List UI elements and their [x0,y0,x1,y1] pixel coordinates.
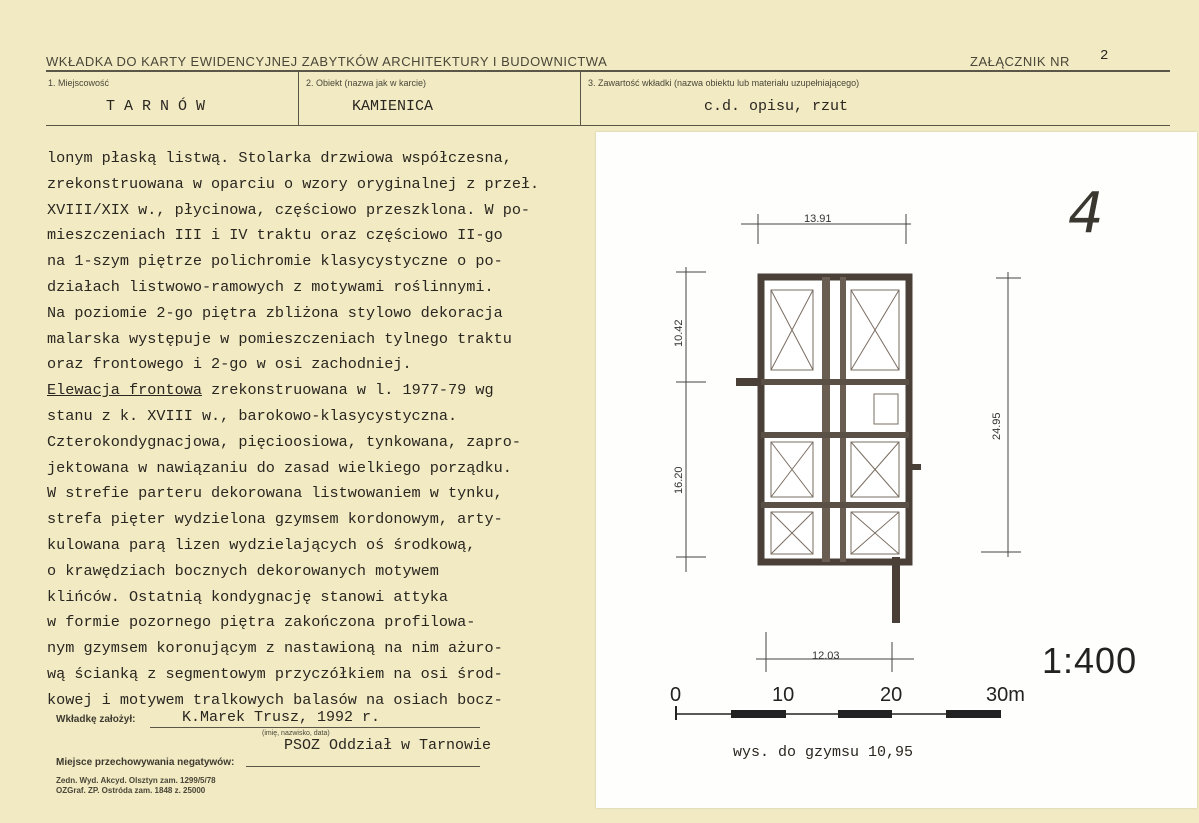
header-rule-top [46,70,1170,72]
attachment-label: ZAŁĄCZNIK NR [970,54,1070,69]
text-line: wą ścianką z segmentowym przyczółkiem na osi środ- [47,664,503,683]
text-line: W strefie parteru dekorowana listwowaniem w tynku, [47,484,503,503]
text-line: klińców. Ostatnią kondygnację stanowi attyka [47,587,449,606]
print-line-2: OZGraf. ZP. Ostróda zam. 1848 z. 25000 [56,786,206,795]
storage-underline [246,766,480,767]
scale-ratio: 1:400 [1042,640,1138,681]
place-value: T A R N Ó W [106,98,206,115]
object-label: 2. Obiekt (nazwa jak w karcie) [306,78,427,88]
text-line: jektowana w nawiązaniu do zasad wielkiego porządku. [47,458,512,477]
text-line: działach listwowo-ramowych z motywami roślinnymi. [47,277,494,296]
object-value: KAMIENICA [352,98,434,115]
field-divider-2 [580,72,581,125]
storage-value: PSOZ Oddział w Tarnowie [284,737,492,754]
card-title: WKŁADKA DO KARTY EWIDENCYJNEJ ZABYTKÓW ARCHITEKTURY I BUDOWNICTWA [46,54,608,69]
text-line: Czterokondygnacjowa, pięcioosiowa, tynkowana, zapro- [47,432,521,451]
dim-left-lines [676,267,706,572]
storage-label: Miejsce przechowywania negatywów: [56,757,235,768]
text-line: zrekonstruowana w oparciu o wzory oryginalnej z przeł. [47,174,540,193]
text-line: w formie pozornego piętra zakończona profilowa- [47,613,476,632]
section-heading: Elewacja frontowa [47,381,202,400]
dim-bottom: 12.03 [812,650,840,662]
author-hint: (imię, nazwisko, data) [262,730,330,737]
text-line: Na poziomie 2-go piętra zbliżona stylowo dekoracja [47,303,503,322]
text-line: malarska występuje w pomieszczeniach tylnego traktu [47,329,512,348]
header-rule-bottom [46,125,1170,126]
author-value: K.Marek Trusz, 1992 r. [182,709,381,726]
author-underline [150,727,480,728]
text-line: o krawędziach bocznych dekorowanych motywem [47,561,439,580]
text-line: kulowana parą lizen wydzielających oś środkową, [47,535,476,554]
text-line-heading [47,378,607,404]
plan-walls [736,277,921,623]
scale-label-30m: 30m [986,684,1025,706]
text-line: oraz frontowego i 2-go w osi zachodniej. [47,355,412,374]
dim-left-lower: 16.20 [673,466,685,494]
scale-label-10: 10 [772,684,795,706]
text-line: XVIII/XIX w., płycinowa, częściowo przeszklona. W po- [47,200,531,219]
content-label: 3. Zawartość wkładki (nazwa obiektu lub materiału uzupełniającego) [588,78,860,88]
text-line: lonym płaską listwą. Stolarka drzwiowa współczesna, [47,149,512,167]
height-note: wys. do gzymsu 10,95 [733,744,914,761]
scale-label-0: 0 [670,684,682,706]
text-line: nym gzymsem koronującym z nastawioną na nim ażuro- [47,639,503,658]
content-value: c.d. opisu, rzut [704,98,849,115]
place-label: 1. Miejscowość [48,78,110,88]
text-line: na 1-szym piętrze polichromie klasycystyczne o po- [47,252,503,271]
print-line-1: Zedn. Wyd. Akcyd. Olsztyn zam. 1299/5/78 [56,776,216,785]
text-line: zrekonstruowana w l. 1977-79 wg [211,381,494,400]
dim-left-upper: 10.42 [673,319,685,347]
floor-plan-photo [596,132,1197,808]
dim-top: 13.91 [804,213,832,225]
description-text [47,146,607,714]
text-line: kowej i motywem tralkowych balasów na osiach bocz- [47,690,503,709]
dim-right: 24.95 [991,412,1003,440]
text-line: stanu z k. XVIII w., barokowo-klasycystyczna. [47,406,458,425]
text-line: mieszczeniach III i IV traktu oraz częściowo II-go [47,226,503,245]
scale-label-20: 20 [880,684,903,706]
sheet-number: 4 [1068,181,1104,246]
text-line: strefa pięter wydzielona gzymsem kordonowym, arty- [47,510,503,529]
author-label: Wkładkę założył: [56,714,136,725]
scale-bar [676,706,1001,720]
field-divider-1 [298,72,299,125]
attachment-number: 2 [1100,48,1109,64]
